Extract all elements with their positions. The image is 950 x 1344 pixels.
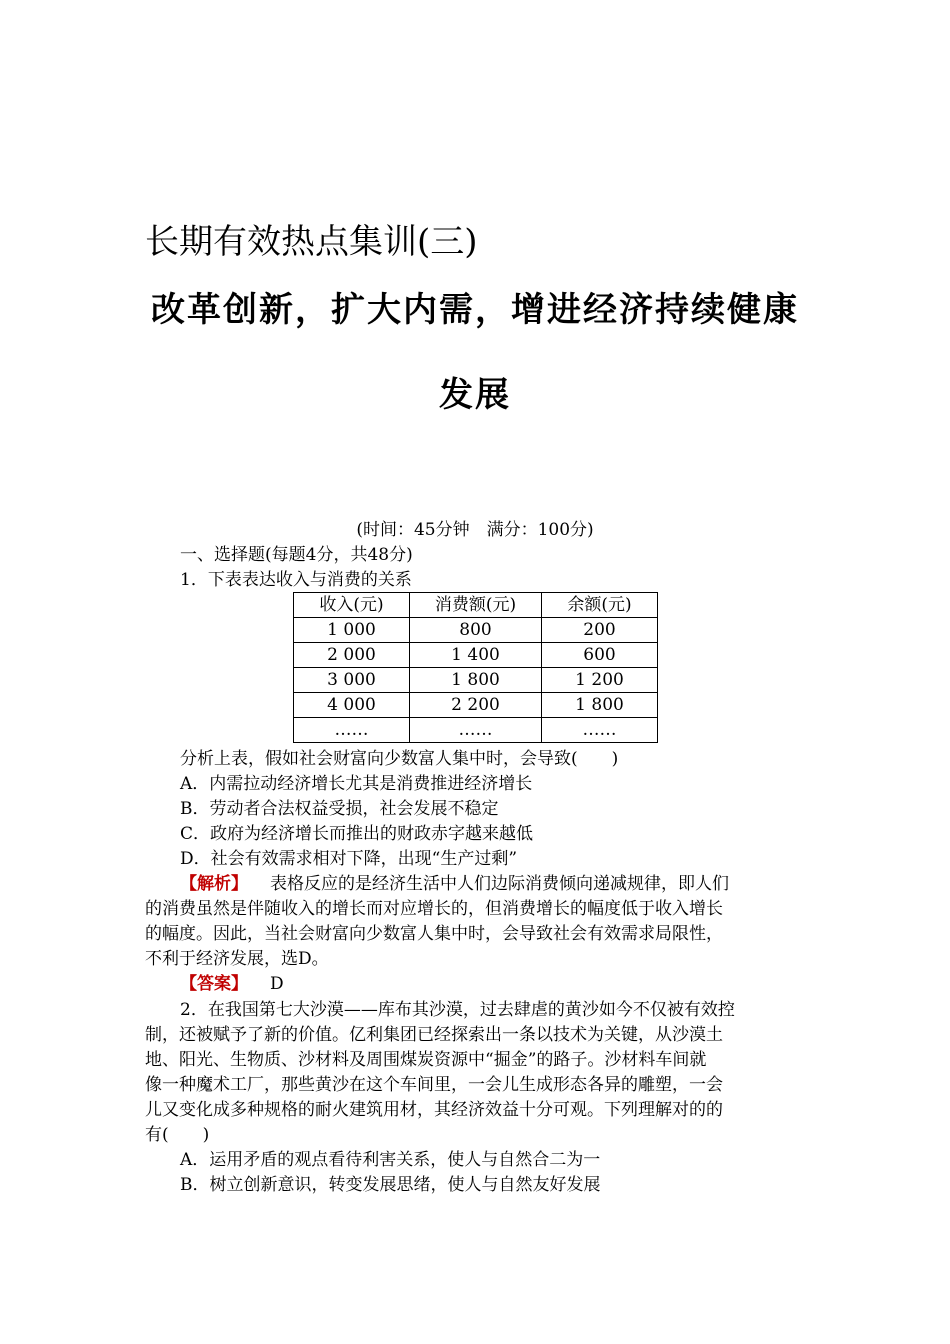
- table-header-cell: 余额(元): [542, 593, 658, 618]
- table-row: [294, 718, 658, 743]
- exam-time-score: (时间：45分钟 满分：100分): [356, 520, 594, 540]
- table-cell: 3 000: [294, 668, 410, 693]
- table-cell: 1 200: [542, 668, 658, 693]
- table-cell: 1 800: [542, 693, 658, 718]
- question-2-option-a: A．运用矛盾的观点看待利害关系，使人与自然合二为一: [180, 1150, 601, 1170]
- answer-line: [180, 972, 284, 996]
- table-header-cell: 消费额(元): [410, 593, 542, 618]
- table-row: [294, 618, 658, 643]
- question-1-stem: 1．下表表达收入与消费的关系: [180, 570, 412, 590]
- analysis-text-1: 表格反应的是经济生活中人们边际消费倾向递减规律，即人们: [270, 874, 729, 894]
- table-cell: 200: [542, 618, 658, 643]
- table-cell: ……: [294, 718, 410, 743]
- table-header-cell: 收入(元): [294, 593, 410, 618]
- table-cell: 4 000: [294, 693, 410, 718]
- analysis-label: 【解析】: [180, 874, 248, 894]
- income-consumption-table: [293, 592, 658, 743]
- table-cell: 2 200: [410, 693, 542, 718]
- section-heading: 一、选择题(每题4分，共48分): [180, 545, 413, 565]
- analysis-text-4: 不利于经济发展，选D。: [145, 949, 329, 969]
- analysis-text-2: 的消费虽然是伴随收入的增长而对应增长的，但消费增长的幅度低于收入增长: [145, 899, 723, 919]
- question-2-line-6: 有( ): [145, 1125, 210, 1145]
- table-cell: 1 800: [410, 668, 542, 693]
- answer-label: 【答案】: [180, 974, 248, 994]
- main-title-line-2: 发展: [439, 375, 511, 415]
- analysis-text-3: 的幅度。因此，当社会财富向少数富人集中时，会导致社会有效需求局限性，: [145, 924, 723, 944]
- series-title: 长期有效热点集训(三): [145, 222, 478, 262]
- table-cell: 1 000: [294, 618, 410, 643]
- analysis-first-line: [180, 872, 729, 896]
- question-1-prompt: 分析上表，假如社会财富向少数富人集中时，会导致( ): [180, 749, 619, 769]
- question-1-option-c: C．政府为经济增长而推出的财政赤字越来越低: [180, 824, 534, 844]
- table-header-row: [294, 593, 658, 618]
- question-2-option-b: B．树立创新意识，转变发展思绪，使人与自然友好发展: [180, 1175, 601, 1195]
- question-1-option-b: B．劳动者合法权益受损，社会发展不稳定: [180, 799, 499, 819]
- question-2-line-3: 地、阳光、生物质、沙材料及周围煤炭资源中“掘金”的路子。沙材料车间就: [145, 1050, 707, 1070]
- main-title-line-1: 改革创新，扩大内需，增进经济持续健康: [151, 290, 799, 330]
- answer-value: D: [270, 974, 284, 994]
- table-cell: 800: [410, 618, 542, 643]
- question-1-option-a: A．内需拉动经济增长尤其是消费推进经济增长: [180, 774, 533, 794]
- table-cell: 1 400: [410, 643, 542, 668]
- table-row: [294, 668, 658, 693]
- table-cell: 600: [542, 643, 658, 668]
- table-cell: ……: [542, 718, 658, 743]
- question-2-line-5: 儿又变化成多种规格的耐火建筑用材，其经济效益十分可观。下列理解对的的: [145, 1100, 723, 1120]
- question-1-option-d: D．社会有效需求相对下降，出现“生产过剩”: [180, 849, 518, 869]
- table-row: [294, 693, 658, 718]
- table-cell: ……: [410, 718, 542, 743]
- table-cell: 2 000: [294, 643, 410, 668]
- question-2-line-4: 像一种魔术工厂，那些黄沙在这个车间里，一会儿生成形态各异的雕塑，一会: [145, 1075, 723, 1095]
- table-row: [294, 643, 658, 668]
- question-2-line-2: 制，还被赋予了新的价值。亿利集团已经探索出一条以技术为关键，从沙漠土: [145, 1025, 723, 1045]
- question-2-line-1: 2．在我国第七大沙漠——库布其沙漠，过去肆虐的黄沙如今不仅被有效控: [180, 1000, 735, 1020]
